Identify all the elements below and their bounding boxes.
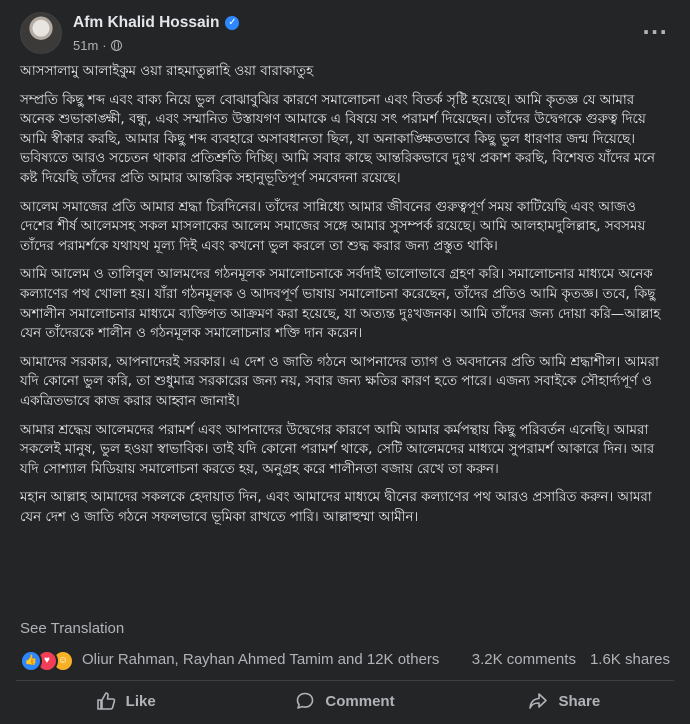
post-timestamp[interactable]: 51m bbox=[73, 38, 99, 53]
reaction-stats-bar bbox=[20, 648, 670, 672]
post-actions bbox=[16, 684, 674, 718]
author-avatar[interactable] bbox=[20, 12, 62, 54]
comments-count[interactable]: 3.2K comments bbox=[471, 651, 576, 668]
post-paragraph: মহান আল্লাহ আমাদের সকলকে হেদায়াত দিন, এবং আমাদের মাধ্যমে দ্বীনের কল্যাণের পথ আরও প্রসারিত করুন। আমরা যেন দেশ ও জাতি গঠনে সফলভাবে ভূমিকা রাখতে পারি। আল্লাহুম্মা আমীন। bbox=[20, 490, 652, 525]
post-paragraph: আসসালামু আলাইকুম ওয়া রাহমাতুল্লাহি ওয়া বারাকাতুহ bbox=[20, 64, 314, 79]
share-label: Share bbox=[558, 692, 601, 710]
author-row bbox=[73, 14, 239, 32]
like-reaction-icon: 👍 bbox=[20, 650, 42, 672]
post-meta bbox=[73, 38, 122, 53]
like-label: Like bbox=[125, 692, 156, 710]
like-button[interactable] bbox=[16, 684, 235, 718]
share-button[interactable] bbox=[455, 684, 674, 718]
comment-label: Comment bbox=[325, 692, 395, 710]
care-reaction-icon: ☺ bbox=[52, 650, 74, 672]
love-reaction-icon: ♥ bbox=[36, 650, 58, 672]
author-name[interactable]: Afm Khalid Hossain bbox=[73, 14, 220, 31]
post-paragraph: আমাদের সরকার, আপনাদেরই সরকার। এ দেশ ও জাতি গঠনে আপনাদের ত্যাগ ও অবদানের প্রতি আমি শ্রদ্ধাশীল। আমরা যদি কোনো ভুল করি, তা শুধুমাত্র সরকারের জন্য নয়, সবার জন্য ক্ষতির কারণ হতে পারে। এজন্য সবাইকে সৌহার্দ্যপূর্ণ ও একত্রিতভাবে কাজ করার আহ্বান জানাই। bbox=[20, 354, 659, 409]
post-paragraph: আলেম সমাজের প্রতি আমার শ্রদ্ধা চিরদিনের। তাঁদের সান্নিধ্যে আমার জীবনের গুরুত্বপূর্ণ সময় কাটিয়েছি এবং আজও দেশের শীর্ষ আলেমসহ সকল মাসলাকের আলেম সমাজের সঙ্গে আমার সুসম্পর্ক রয়েছে। আমি আলহামদুলিল্লাহ, সবসময় তাঁদের পরামর্শকে যথাযথ মূল্য দিই এবং কখনো ভুল করলে তা শুদ্ধ করার জন্য প্রস্তুত থাকি। bbox=[20, 199, 646, 254]
post-paragraph: আমার শ্রদ্ধেয় আলেমদের পরামর্শ এবং আপনাদের উদ্বেগের কারণে আমি আমার কর্মপন্থায় কিছু পরিবর্তন এনেছি। আমরা সকলেই মানুষ, ভুল হওয়া স্বাভাবিক। তাই যদি কোনো পরামর্শ থাকে, সেটি আলেমদের মাধ্যমে সুপরামর্শ আকারে দিন। আর যদি সোশ্যাল মিডিয়ায় সমালোচনা করতে হয়, অনুগ্রহ করে শালীনতা বজায় রেখে তা করুন। bbox=[20, 422, 655, 477]
share-arrow-icon bbox=[528, 691, 548, 711]
more-options-icon[interactable]: ··· bbox=[642, 20, 668, 44]
engagement-counts bbox=[472, 651, 670, 668]
reaction-icons[interactable] bbox=[20, 650, 68, 672]
reactors-summary[interactable]: Oliur Rahman, Rayhan Ahmed Tamim and 12K others bbox=[82, 651, 440, 668]
comment-button[interactable] bbox=[235, 684, 454, 718]
post-paragraph: সম্প্রতি কিছু শব্দ এবং বাক্য নিয়ে ভুল বোঝাবুঝির কারণে সমালোচনা এবং বিতর্ক সৃষ্টি হয়েছে। আমি কৃতজ্ঞ যে আমার অনেক শুভাকাঙ্ক্ষী, বন্ধু, এবং সম্মানিত উস্তাযগণ আমাকে এ বিষয়ে সৎ পরামর্শ দিয়েছেন। তাঁদের উদ্বেগকে গুরুত্ব দিয়ে আমি স্বীকার করছি, আমার কিছু শব্দ ব্যবহারে অসাবধানতা ছিল, যা অনাকাঙ্ক্ষিতভাবে কিছু ভুল ধারণার জন্ম দিয়েছে। ভবিষ্যতে আরও সচেতন থাকার প্রতিশ্রুতি দিচ্ছি। আমি সবার কাছে আন্তরিকভাবে দুঃখ প্রকাশ করছি, বিশেষত যাঁদের মনে কষ্ট দিয়েছি তাঁদের প্রতি আমার আন্তরিক সহানুভূতিপূর্ণ সমবেদনা রয়েছে। bbox=[20, 92, 655, 186]
globe-icon[interactable] bbox=[111, 40, 122, 51]
shares-count[interactable]: 1.6K shares bbox=[589, 651, 670, 668]
comment-bubble-icon bbox=[295, 691, 315, 711]
verified-badge-icon: ✓ bbox=[225, 16, 239, 30]
actions-divider bbox=[16, 680, 674, 681]
post-paragraph: আমি আলেম ও তালিবুল আলমদের গঠনমূলক সমালোচনাকে সর্বদাই ভালোভাবে গ্রহণ করি। সমালোচনার মাধ্যমে অনেক কল্যাণের পথ খোলা হয়। যাঁরা গঠনমূলক ও আদবপূর্ণ ভাষায় সমালোচনা করেছেন, তাঁদের প্রতিও আমি কৃতজ্ঞ। তবে, কিছু অশালীন সমালোচনার মাধ্যমে ব্যক্তিগত আক্রমণ করা হয়েছে, যা অত্যন্ত দুঃখজনক। আমি তাঁদের জন্য দোয়া করি—আল্লাহ যেন তাঁদেরকে শালীন ও গঠনমূলক সমালোচনার শক্তি দান করেন। bbox=[20, 267, 661, 342]
post-header bbox=[20, 10, 670, 56]
thumbs-up-icon bbox=[96, 691, 116, 711]
post-body bbox=[20, 62, 672, 536]
meta-separator: · bbox=[102, 38, 107, 53]
see-translation-link[interactable]: See Translation bbox=[20, 620, 125, 637]
